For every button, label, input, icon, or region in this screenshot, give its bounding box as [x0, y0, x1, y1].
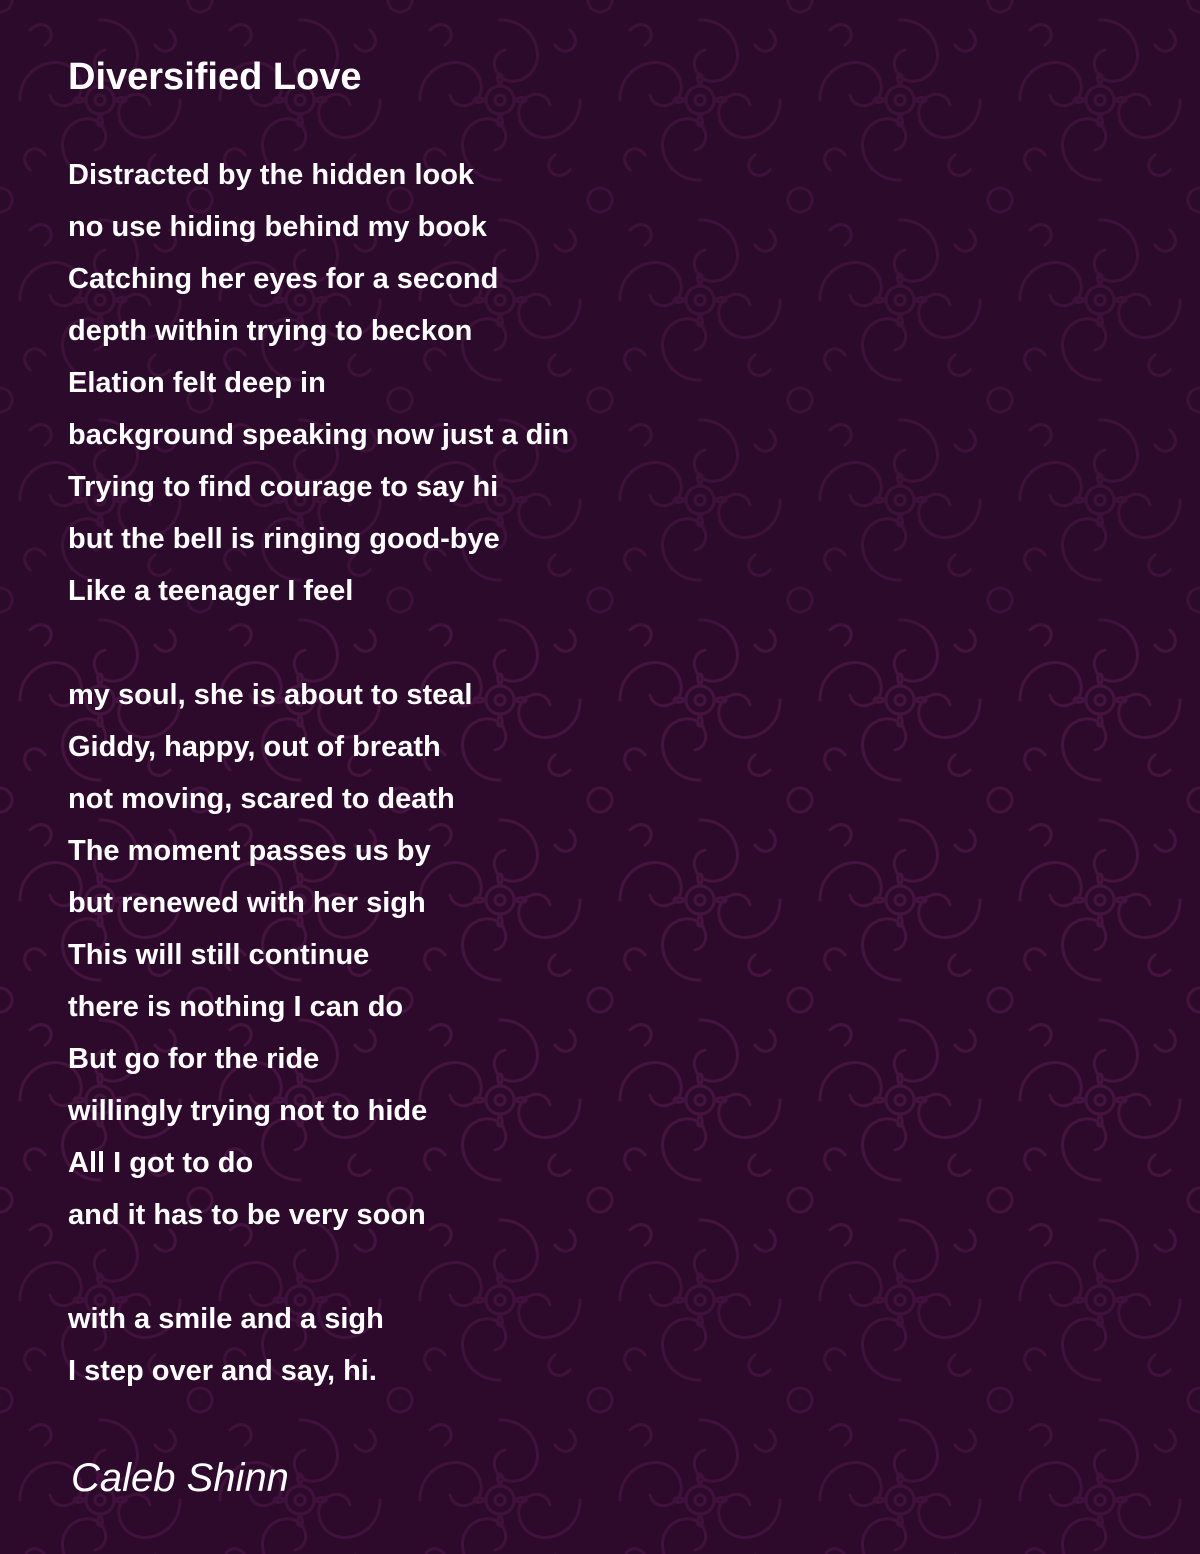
poem-line: All I got to do	[68, 1147, 254, 1179]
poem-line: I step over and say, hi.	[68, 1355, 377, 1387]
poem-line: no use hiding behind my book	[68, 211, 487, 243]
poem-body	[68, 149, 569, 1397]
poem-line: But go for the ride	[68, 1043, 320, 1075]
poem-line: Like a teenager I feel	[68, 575, 354, 607]
poem-line: and it has to be very soon	[68, 1199, 426, 1231]
poem-line: willingly trying not to hide	[68, 1095, 428, 1127]
poem-line: This will still continue	[68, 939, 370, 971]
stanza-break	[68, 617, 569, 669]
poem-line: but renewed with her sigh	[68, 887, 426, 919]
poem-line: depth within trying to beckon	[68, 315, 473, 347]
poem-line: Trying to find courage to say hi	[68, 471, 499, 503]
stanza-break	[68, 1241, 569, 1293]
poem-line: background speaking now just a din	[68, 419, 570, 451]
poem-line: but the bell is ringing good-bye	[68, 523, 500, 555]
poem-line: with a smile and a sigh	[68, 1303, 384, 1335]
poem-line: Distracted by the hidden look	[68, 159, 475, 191]
poem-line: not moving, scared to death	[68, 783, 455, 815]
poem-title: Diversified Love	[68, 56, 362, 98]
poem-line: Giddy, happy, out of breath	[68, 731, 441, 763]
poem-author: Caleb Shinn	[71, 1456, 289, 1500]
poem-line: there is nothing I can do	[68, 991, 404, 1023]
poem-line: Catching her eyes for a second	[68, 263, 499, 295]
poem-line: The moment passes us by	[68, 835, 431, 867]
poem-line: my soul, she is about to steal	[68, 679, 473, 711]
poem-line: Elation felt deep in	[68, 367, 326, 399]
